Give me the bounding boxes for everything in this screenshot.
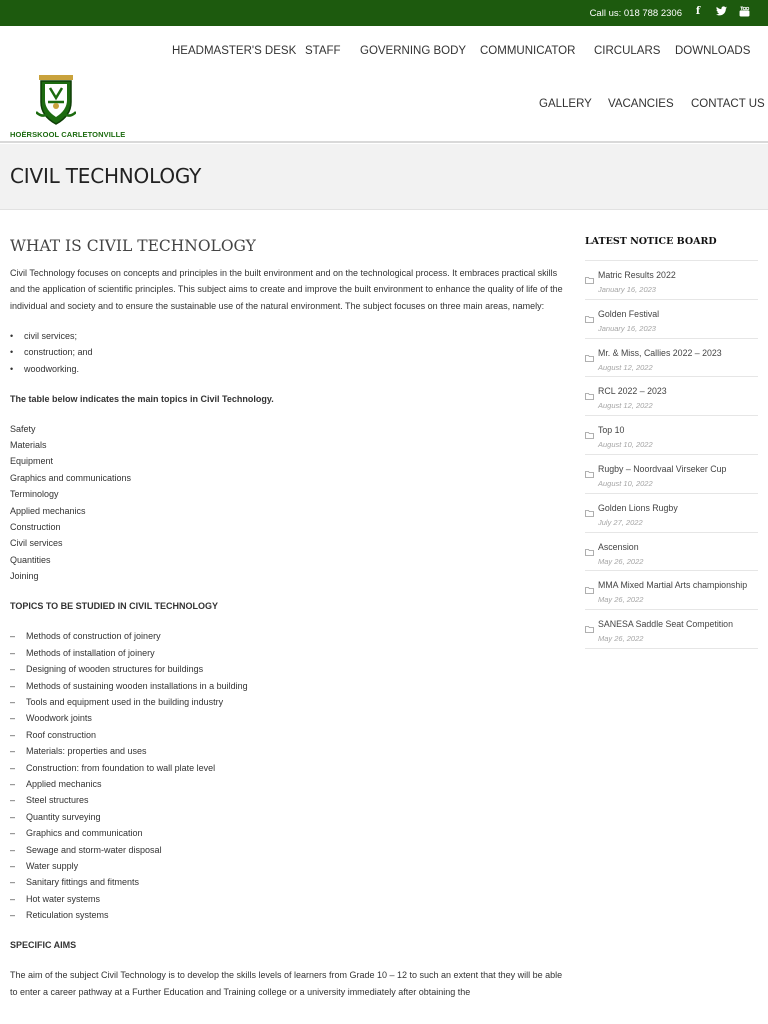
folder-icon <box>585 276 594 284</box>
list-item: – Sewage and storm-water disposal <box>10 842 570 858</box>
school-crest-icon <box>36 72 76 128</box>
notice-item[interactable] <box>585 261 758 300</box>
logo-text: HOËRSKOOL CARLETONVILLE <box>10 130 126 139</box>
page-title: CIVIL TECHNOLOGY <box>10 164 202 188</box>
list-item: Materials <box>10 440 47 451</box>
notice-item[interactable] <box>585 377 758 416</box>
list-item: Construction <box>10 522 61 533</box>
list-item: – Woodwork joints <box>10 710 570 726</box>
list-item: Civil services <box>10 538 63 549</box>
notice-title[interactable]: Ascension <box>598 541 639 552</box>
folder-icon <box>585 315 594 323</box>
notice-title[interactable]: SANESA Saddle Seat Competition <box>598 619 733 630</box>
facebook-icon[interactable]: f <box>695 6 701 17</box>
folder-icon <box>585 431 594 439</box>
studied-topics-list <box>10 628 570 923</box>
list-item: • woodworking. <box>10 361 570 377</box>
list-item: Quantities <box>10 554 51 565</box>
nav-governing-body[interactable]: GOVERNING BODY <box>360 45 467 57</box>
notice-title[interactable]: Top 10 <box>598 425 625 436</box>
notice-date: May 26, 2022 <box>598 634 644 644</box>
folder-icon <box>585 354 594 362</box>
top-bar <box>0 0 768 26</box>
list-item: – Reticulation systems <box>10 907 570 923</box>
nav-contact-us[interactable]: CONTACT US <box>691 98 765 110</box>
notice-date: August 10, 2022 <box>598 478 653 488</box>
notice-board-heading: LATEST NOTICE BOARD <box>585 236 758 261</box>
notice-item[interactable] <box>585 300 758 339</box>
notice-date: July 27, 2022 <box>598 517 643 527</box>
list-item: – Methods of construction of joinery <box>10 628 570 644</box>
notice-title[interactable]: MMA Mixed Martial Arts championship <box>598 580 748 591</box>
list-item: – Methods of installation of joinery <box>10 645 570 661</box>
notice-date: August 10, 2022 <box>598 440 653 450</box>
list-item: Joining <box>10 571 39 582</box>
nav-staff[interactable]: STAFF <box>305 45 341 57</box>
list-item: – Sanitary fittings and fitments <box>10 874 570 890</box>
nav-communicator[interactable]: COMMUNICATOR <box>480 45 576 57</box>
specific-aims-heading: SPECIFIC AIMS <box>10 940 77 951</box>
studied-topics-heading: TOPICS TO BE STUDIED IN CIVIL TECHNOLOGY <box>10 601 219 612</box>
phone-number[interactable]: Call us: 018 788 2306 <box>589 8 682 19</box>
notice-date: May 26, 2022 <box>598 556 644 566</box>
school-logo[interactable] <box>10 72 126 140</box>
list-item: Applied mechanics <box>10 505 86 516</box>
notice-title[interactable]: Golden Festival <box>598 308 660 319</box>
list-item: Equipment <box>10 456 54 467</box>
notice-date: May 26, 2022 <box>598 595 644 605</box>
intro-paragraph: Civil Technology focuses on concepts and principles in the built environment and on the technological process. It embraces practical skills and the application of scientific principles. This subject aims to create and improve the built environment to enhance the quality of life of the individual and society and to ensure the sustainable use of the natural environment. The subject focuses on three main areas, namely: <box>10 268 563 311</box>
main-topics-list <box>10 421 570 585</box>
notice-title[interactable]: Golden Lions Rugby <box>598 502 678 513</box>
youtube-icon[interactable] <box>738 6 750 18</box>
nav-headmasters-desk[interactable]: HEADMASTER'S DESK <box>172 45 297 57</box>
list-item: Safety <box>10 423 36 434</box>
list-item: – Tools and equipment used in the building industry <box>10 694 570 710</box>
nav-circulars[interactable]: CIRCULARS <box>594 45 661 57</box>
list-item: – Designing of wooden structures for buildings <box>10 661 570 677</box>
list-item: – Methods of sustaining wooden installations in a building <box>10 678 570 694</box>
page-title-banner <box>0 144 768 210</box>
folder-icon <box>585 548 594 556</box>
main-content <box>10 236 570 1000</box>
list-item: – Hot water systems <box>10 891 570 907</box>
notice-title[interactable]: Mr. & Miss, Callies 2022 – 2023 <box>598 347 722 358</box>
site-header <box>0 26 768 143</box>
notice-item[interactable] <box>585 416 758 455</box>
list-item: – Graphics and communication <box>10 825 570 841</box>
notice-title[interactable]: Matric Results 2022 <box>598 270 676 280</box>
areas-list <box>10 328 570 377</box>
notice-item[interactable] <box>585 339 758 378</box>
notice-item[interactable] <box>585 494 758 533</box>
notice-item[interactable] <box>585 455 758 494</box>
notice-item[interactable] <box>585 571 758 610</box>
specific-aims-text: The aim of the subject Civil Technology is to develop the skills levels of learners from Grade 10 – 12 to such an extent that they will be able to enter a career pathway at a Further Education and Training college or a university immediately after obtaining the <box>10 970 563 997</box>
notice-title[interactable]: RCL 2022 – 2023 <box>598 386 667 397</box>
folder-icon <box>585 625 594 633</box>
list-item: Graphics and communications <box>10 472 132 483</box>
nav-gallery[interactable]: GALLERY <box>539 98 592 110</box>
folder-icon <box>585 470 594 478</box>
notice-item[interactable] <box>585 610 758 649</box>
list-item: – Applied mechanics <box>10 776 570 792</box>
list-item: – Steel structures <box>10 792 570 808</box>
nav-vacancies[interactable]: VACANCIES <box>608 98 674 110</box>
notice-date: August 12, 2022 <box>598 401 653 411</box>
list-item: – Materials: properties and uses <box>10 743 570 759</box>
notice-item[interactable] <box>585 533 758 572</box>
article-heading: WHAT IS CIVIL TECHNOLOGY <box>10 237 256 255</box>
folder-icon <box>585 392 594 400</box>
list-item: – Water supply <box>10 858 570 874</box>
folder-icon <box>585 509 594 517</box>
list-item: – Quantity surveying <box>10 809 570 825</box>
list-item: • construction; and <box>10 344 570 360</box>
folder-icon <box>585 586 594 594</box>
notice-date: August 12, 2022 <box>598 362 653 372</box>
list-item: • civil services; <box>10 328 570 344</box>
notice-date: January 16, 2023 <box>598 285 656 294</box>
list-item: – Construction: from foundation to wall plate level <box>10 760 570 776</box>
list-item: Terminology <box>10 489 59 500</box>
notice-date: January 16, 2023 <box>598 323 656 333</box>
notice-title[interactable]: Rugby – Noordvaal Virseker Cup <box>598 463 727 474</box>
list-item: – Roof construction <box>10 727 570 743</box>
twitter-icon[interactable] <box>715 6 727 18</box>
nav-downloads[interactable]: DOWNLOADS <box>675 45 751 57</box>
table-intro: The table below indicates the main topics in Civil Technology. <box>10 393 274 404</box>
notice-board-sidebar <box>585 236 758 649</box>
